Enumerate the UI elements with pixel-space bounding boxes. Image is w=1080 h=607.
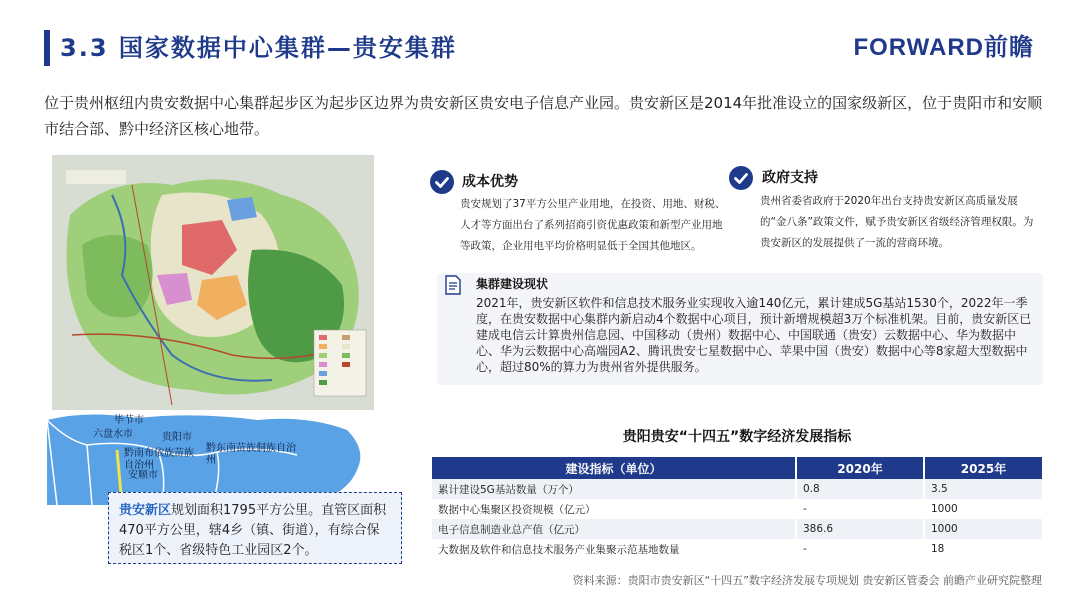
row-indicator: 累计建设5G基站数量（万个） [432, 479, 796, 499]
check-icon [729, 166, 753, 190]
row-indicator: 数据中心集聚区投资规模（亿元） [432, 499, 796, 519]
cost-advantage-text: 贵安规划了37平方公里产业用地，在投资、用地、财税、人才等方面出台了系列招商引资优惠政策和新型产业用地等政策，企业用电平均价格明显低于全国其他地区。 [460, 198, 726, 252]
table-header-row [432, 457, 1042, 479]
check-icon [430, 170, 454, 194]
government-support-text: 贵州省委省政府于2020年出台支持贵安新区高质量发展的“金八条”政策文件，赋予贵安新区省级经济管理权限。为贵安新区的发展提供了一流的营商环境。 [760, 195, 1034, 249]
map-label-anshun: 安顺市 [128, 470, 158, 481]
header-2025: 2025年 [924, 457, 1042, 479]
map-label-bijie: 毕节市 [114, 415, 144, 426]
row-2025-value: 3.5 [924, 479, 1042, 499]
land-use-map [52, 155, 374, 410]
row-2020-value: - [796, 499, 924, 519]
government-support-title: 政府支持 [762, 170, 818, 186]
row-indicator: 电子信息制造业总产值（亿元） [432, 519, 796, 539]
document-icon [445, 275, 461, 295]
table-row [432, 479, 1042, 499]
callout-text: 规划面积1795平方公里。直管区面积470平方公里，辖4乡（镇、街道），有综合保税区1个、省级特色工业园区2个。 [119, 503, 387, 558]
map-label-liupanshui: 六盘水市 [93, 429, 133, 440]
source-note: 资料来源：贵阳市贵安新区“十四五”数字经济发展专项规划 贵安新区管委会 前瞻产业研究院整理 [572, 574, 1042, 587]
row-2020-value: 0.8 [796, 479, 924, 499]
row-2025-value: 1000 [924, 519, 1042, 539]
page-title: 3.3 国家数据中心集群—贵安集群 [60, 34, 457, 62]
header-2020: 2020年 [796, 457, 924, 479]
row-2020-value: 386.6 [796, 519, 924, 539]
build-status-title: 集群建设现状 [476, 277, 549, 291]
table-row [432, 519, 1042, 539]
intro-paragraph: 位于贵州枢纽内贵安数据中心集群起步区为起步区边界为贵安新区贵安电子信息产业园。贵安新区是2014年批准设立的国家级新区，位于贵阳市和安顺市结合部、黔中经济区核心地带。 [44, 94, 1043, 138]
forward-logo: FORWARD前瞻 [853, 34, 1034, 61]
map-label-qiannan: 黔南布依族苗族自治州 [124, 448, 194, 471]
callout-highlight: 贵安新区 [119, 503, 172, 518]
table-row [432, 499, 1042, 519]
kpi-table [432, 457, 1042, 559]
row-2025-value: 18 [924, 539, 1042, 559]
table-title: 贵阳贵安“十四五”数字经济发展指标 [622, 429, 852, 445]
row-indicator: 大数据及软件和信息技术服务产业集聚示范基地数量 [432, 539, 796, 559]
map-label-guiyang: 贵阳市 [162, 432, 192, 443]
row-2020-value: - [796, 539, 924, 559]
row-2025-value: 1000 [924, 499, 1042, 519]
title-accent-bar [44, 30, 50, 66]
header-indicator: 建设指标（单位） [432, 457, 796, 479]
map-label-qiandongnan: 黔东南苗族侗族自治州 [206, 443, 296, 466]
table-row [432, 539, 1042, 559]
cost-advantage-title: 成本优势 [462, 174, 518, 190]
build-status-text: 2021年，贵安新区软件和信息技术服务业实现收入逾140亿元，累计建成5G基站1530个，2022年一季度，在贵安数据中心集群内新启动4个数据中心项目，预计新增规模超3万个标准机架。目前，贵安新区已建成电信云计算贵州信息园、中国移动（贵州）数据中心、中国联通（贵安）云数据中心、华为数据中心、华为云数据中心高端园A2、腾讯贵安七星数据中心、苹果中国（贵安）数据中心等8家超大型数据中心，超过80%的算力为贵州省外提供服务。 [476, 296, 1032, 374]
guian-callout [108, 492, 402, 564]
